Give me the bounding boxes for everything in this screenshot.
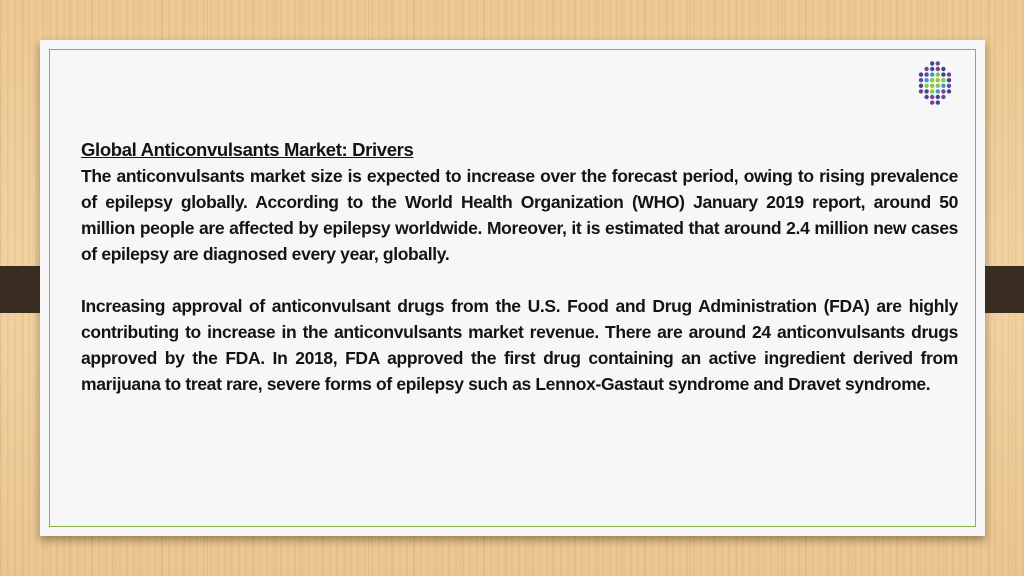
logo-dot: [941, 78, 945, 82]
logo-dot: [930, 95, 934, 99]
paragraph-2: Increasing approval of anticonvulsant drugs from the U.S. Food and Drug Administration (FDA) are highly contributing to increase in the anticonvulsants market revenue. There are around 24 anticonvulsants drugs approved by the FDA. In 2018, FDA approved the first drug containing an active ingredient derived from marijuana to treat rare, severe forms of epilepsy such as Lennox-Gastaut syndrome and Dravet syndrome.: [81, 296, 958, 394]
paragraph-1: The anticonvulsants market size is expected to increase over the forecast period, owing to rising prevalence of epilepsy globally. According to the World Health Organization (WHO) January 2019 report, around 50 million people are affected by epilepsy worldwide. Moreover, it is estimated that around 2.4 million new cases of epilepsy are diagnosed every year, globally.: [81, 166, 958, 264]
logo-dot: [924, 72, 928, 76]
logo-dot: [930, 84, 934, 88]
logo-dot: [930, 61, 934, 65]
logo-dot: [947, 89, 951, 93]
logo-dot: [924, 67, 928, 71]
logo-dot: [930, 67, 934, 71]
logo-dot: [947, 84, 951, 88]
logo-dot: [936, 72, 940, 76]
logo-dot: [924, 78, 928, 82]
logo-dot: [924, 89, 928, 93]
logo-dot: [930, 100, 934, 104]
dotted-diamond-logo-icon: [911, 59, 959, 107]
logo-dot: [924, 95, 928, 99]
slide-card: [40, 40, 985, 536]
logo-dot: [941, 84, 945, 88]
slide-content: [81, 137, 958, 397]
left-accent-bar: [0, 266, 40, 313]
logo-dot: [930, 78, 934, 82]
logo-dot: [919, 84, 923, 88]
logo-dot: [936, 84, 940, 88]
logo-dot: [936, 67, 940, 71]
logo-dot: [936, 89, 940, 93]
logo-dot: [924, 84, 928, 88]
logo-dot: [936, 61, 940, 65]
logo-dot: [919, 89, 923, 93]
logo-dot: [936, 100, 940, 104]
logo-dot: [936, 78, 940, 82]
logo-dot: [919, 78, 923, 82]
logo-dot: [947, 78, 951, 82]
logo-dot: [941, 95, 945, 99]
logo-dot: [941, 72, 945, 76]
logo-dot: [930, 72, 934, 76]
logo-dot: [941, 89, 945, 93]
logo-dot: [919, 72, 923, 76]
logo-dot: [930, 89, 934, 93]
slide-heading: Global Anticonvulsants Market: Drivers: [81, 139, 414, 160]
logo-dot: [947, 72, 951, 76]
logo-dot: [941, 67, 945, 71]
logo-dot: [936, 95, 940, 99]
